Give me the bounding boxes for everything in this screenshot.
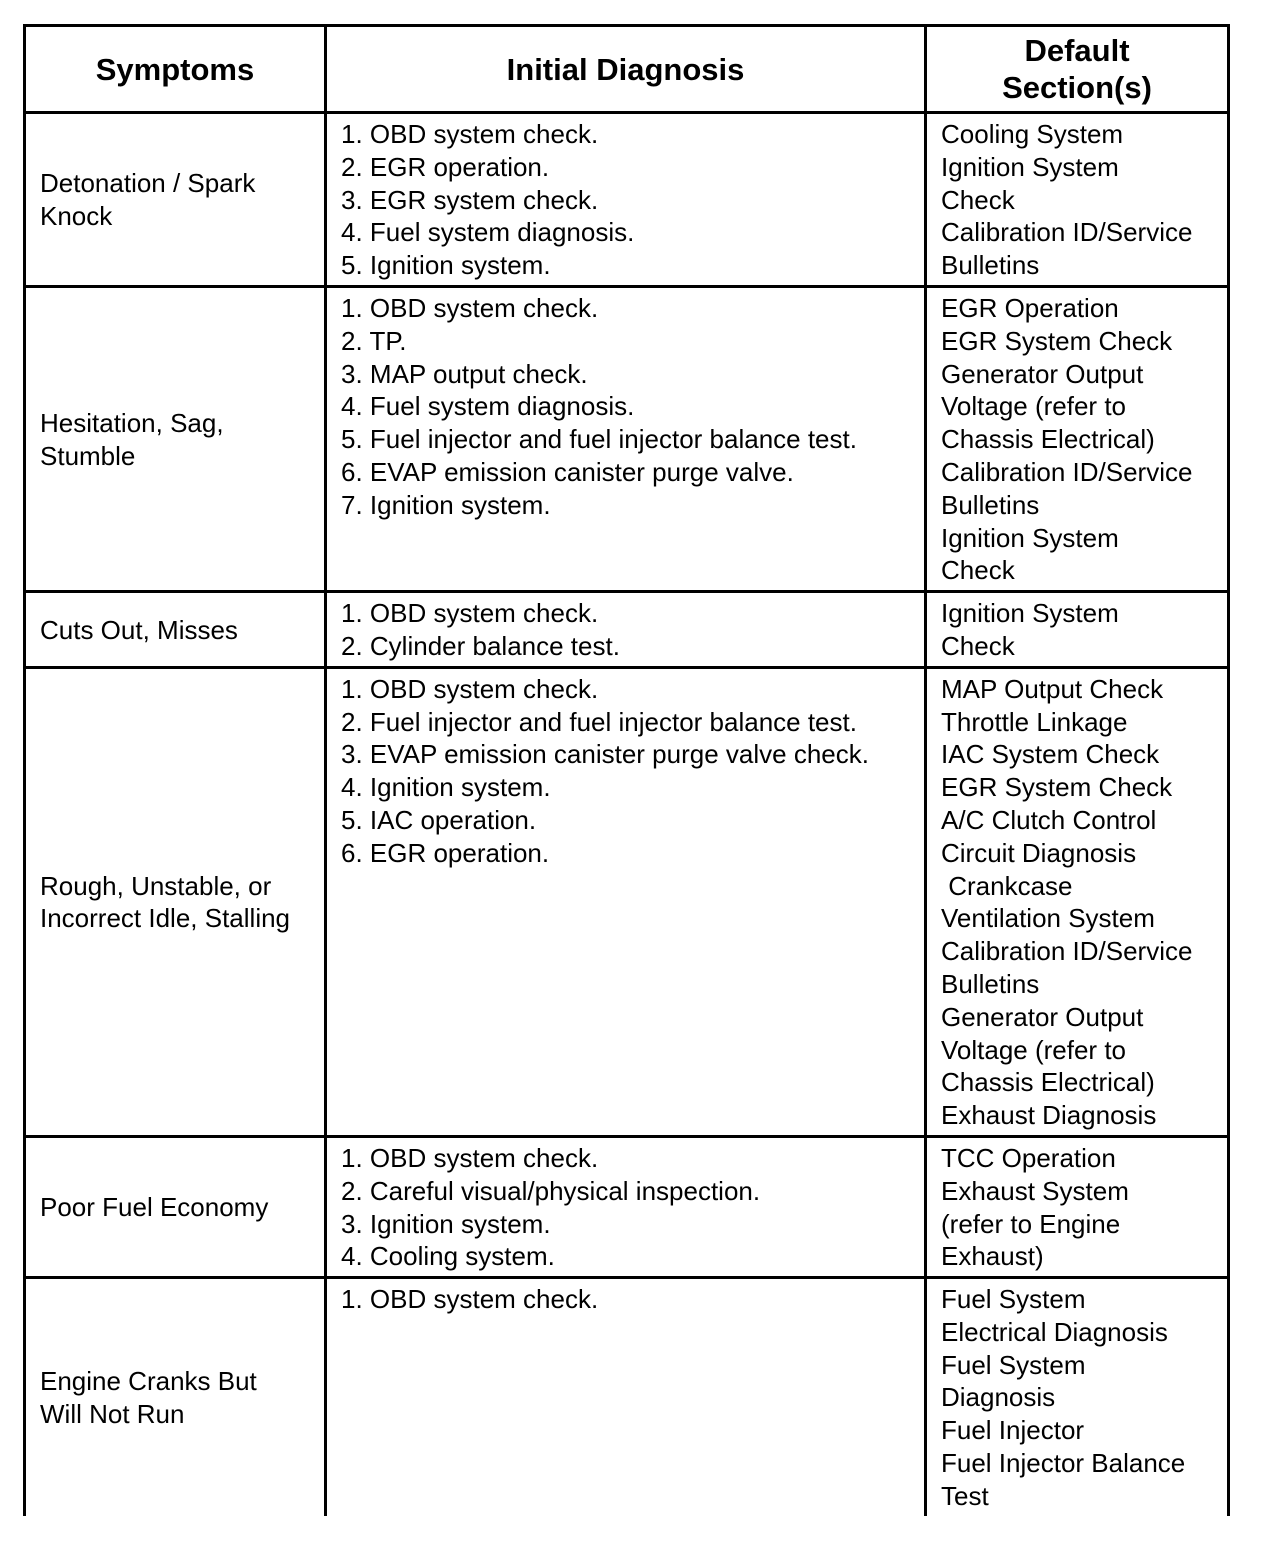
section-line: EGR System Check — [941, 772, 1173, 803]
diagnosis-step: 4. Cooling system. — [341, 1241, 555, 1272]
diagnosis-step: 7. Ignition system. — [341, 489, 551, 520]
symptom-cell — [25, 113, 326, 287]
table-row — [25, 592, 1229, 668]
section-line: Calibration ID/Service — [941, 217, 1193, 248]
symptom-cell — [25, 1136, 326, 1277]
section-line: Calibration ID/Service — [941, 456, 1193, 487]
diagnosis-cell — [326, 1278, 926, 1516]
section-line: Fuel System — [941, 1349, 1086, 1380]
header-initial-diagnosis: Initial Diagnosis — [326, 26, 926, 113]
section-line: Exhaust) — [941, 1241, 1044, 1272]
diagnosis-step: 2. TP. — [341, 325, 407, 356]
diagnosis-step: 4. Fuel system diagnosis. — [341, 391, 635, 422]
section-line: Test — [941, 1480, 989, 1511]
symptom-line: Hesitation, Sag, — [40, 407, 224, 438]
diagnosis-step: 2. Careful visual/physical inspection. — [341, 1175, 761, 1206]
section-line: Crankcase — [941, 870, 1073, 901]
diagnosis-cell — [326, 113, 926, 287]
symptom-cell — [25, 1278, 326, 1516]
diagnosis-cell — [326, 592, 926, 668]
symptom-line: Rough, Unstable, or — [40, 870, 272, 901]
diagnosis-step: 1. OBD system check. — [341, 673, 599, 704]
section-line: Ignition System — [941, 151, 1119, 182]
section-line: IAC System Check — [941, 739, 1160, 770]
diagnosis-cell — [326, 1136, 926, 1277]
section-line: Ventilation System — [941, 903, 1155, 934]
section-line: Voltage (refer to — [941, 1034, 1126, 1065]
symptom-line: Stumble — [40, 440, 136, 471]
sections-cell — [926, 592, 1229, 668]
table-row — [25, 286, 1229, 591]
diagnosis-step: 1. OBD system check. — [341, 598, 599, 629]
section-line: MAP Output Check — [941, 673, 1164, 704]
diagnosis-cell — [326, 286, 926, 591]
diagnosis-step: 3. MAP output check. — [341, 358, 588, 389]
diagnosis-step: 4. Ignition system. — [341, 772, 551, 803]
section-line: (refer to Engine — [941, 1208, 1121, 1239]
header-symptoms: Symptoms — [25, 26, 326, 113]
diagnosis-step: 1. OBD system check. — [341, 1142, 599, 1173]
table-row — [25, 113, 1229, 287]
section-line: TCC Operation — [941, 1142, 1116, 1173]
section-line: A/C Clutch Control — [941, 804, 1157, 835]
sections-cell — [926, 667, 1229, 1136]
section-line: Ignition System — [941, 522, 1119, 553]
header-row — [25, 26, 1229, 113]
section-line: Calibration ID/Service — [941, 936, 1193, 967]
diagnosis-step: 2. EGR operation. — [341, 151, 550, 182]
section-line: Generator Output — [941, 1001, 1144, 1032]
section-line: Check — [941, 630, 1015, 661]
diagnosis-step: 1. OBD system check. — [341, 119, 599, 149]
section-line: Throttle Linkage — [941, 706, 1128, 737]
section-line: Voltage (refer to — [941, 391, 1126, 422]
section-line: Exhaust System — [941, 1175, 1129, 1206]
sections-cell — [926, 1136, 1229, 1277]
section-line: EGR Operation — [941, 292, 1119, 323]
diagnosis-step: 5. Fuel injector and fuel injector balance test. — [341, 424, 857, 455]
diagnosis-cell — [326, 667, 926, 1136]
diagnosis-step: 4. Fuel system diagnosis. — [341, 217, 635, 248]
section-line: Generator Output — [941, 358, 1144, 389]
symptom-line: Incorrect Idle, Stalling — [40, 903, 291, 934]
symptom-line: Detonation / Spark — [40, 168, 256, 199]
diagnosis-step: 3. Ignition system. — [341, 1208, 551, 1239]
section-line: Exhaust Diagnosis — [941, 1100, 1157, 1131]
diagnosis-step: 1. OBD system check. — [341, 292, 599, 323]
diagnosis-step: 5. IAC operation. — [341, 804, 537, 835]
section-line: Diagnosis — [941, 1382, 1056, 1413]
table-row — [25, 1136, 1229, 1277]
section-line: Ignition System — [941, 598, 1119, 629]
section-line: Bulletins — [941, 968, 1040, 999]
section-line: Fuel Injector — [941, 1415, 1085, 1446]
section-line: Fuel Injector Balance — [941, 1448, 1186, 1479]
diagnosis-step: 6. EVAP emission canister purge valve. — [341, 456, 794, 487]
symptom-cell — [25, 667, 326, 1136]
symptom-cell — [25, 592, 326, 668]
diagnosis-step: 2. Cylinder balance test. — [341, 630, 620, 661]
symptom-line: Will Not Run — [40, 1398, 185, 1429]
section-line: Electrical Diagnosis — [941, 1316, 1168, 1347]
symptom-diagnosis-table — [23, 24, 1230, 1516]
symptom-cell — [25, 286, 326, 591]
diagnosis-step: 6. EGR operation. — [341, 837, 550, 868]
section-line: Cooling System — [941, 119, 1124, 149]
section-line: Fuel System — [941, 1284, 1086, 1315]
sections-cell — [926, 1278, 1229, 1516]
table-row — [25, 1278, 1229, 1516]
symptom-line: Poor Fuel Economy — [40, 1192, 269, 1223]
symptom-line: Knock — [40, 200, 113, 231]
diagnosis-step: 2. Fuel injector and fuel injector balance test. — [341, 706, 857, 737]
symptom-line: Engine Cranks But — [40, 1366, 257, 1397]
section-line: Check — [941, 555, 1015, 586]
diagnosis-step: 5. Ignition system. — [341, 250, 551, 281]
section-line: Circuit Diagnosis — [941, 837, 1137, 868]
section-line: Check — [941, 184, 1015, 215]
sections-cell — [926, 286, 1229, 591]
section-line: Bulletins — [941, 489, 1040, 520]
sections-cell — [926, 113, 1229, 287]
diagnosis-step: 3. EGR system check. — [341, 184, 599, 215]
section-line: Chassis Electrical) — [941, 1067, 1155, 1098]
symptom-line: Cuts Out, Misses — [40, 614, 238, 645]
section-line: EGR System Check — [941, 325, 1173, 356]
diagnosis-step: 1. OBD system check. — [341, 1284, 599, 1315]
header-default-sections: Default Section(s) — [926, 26, 1229, 113]
diagnosis-step: 3. EVAP emission canister purge valve check. — [341, 739, 869, 770]
section-line: Chassis Electrical) — [941, 424, 1155, 455]
section-line: Bulletins — [941, 250, 1040, 281]
table-row — [25, 667, 1229, 1136]
